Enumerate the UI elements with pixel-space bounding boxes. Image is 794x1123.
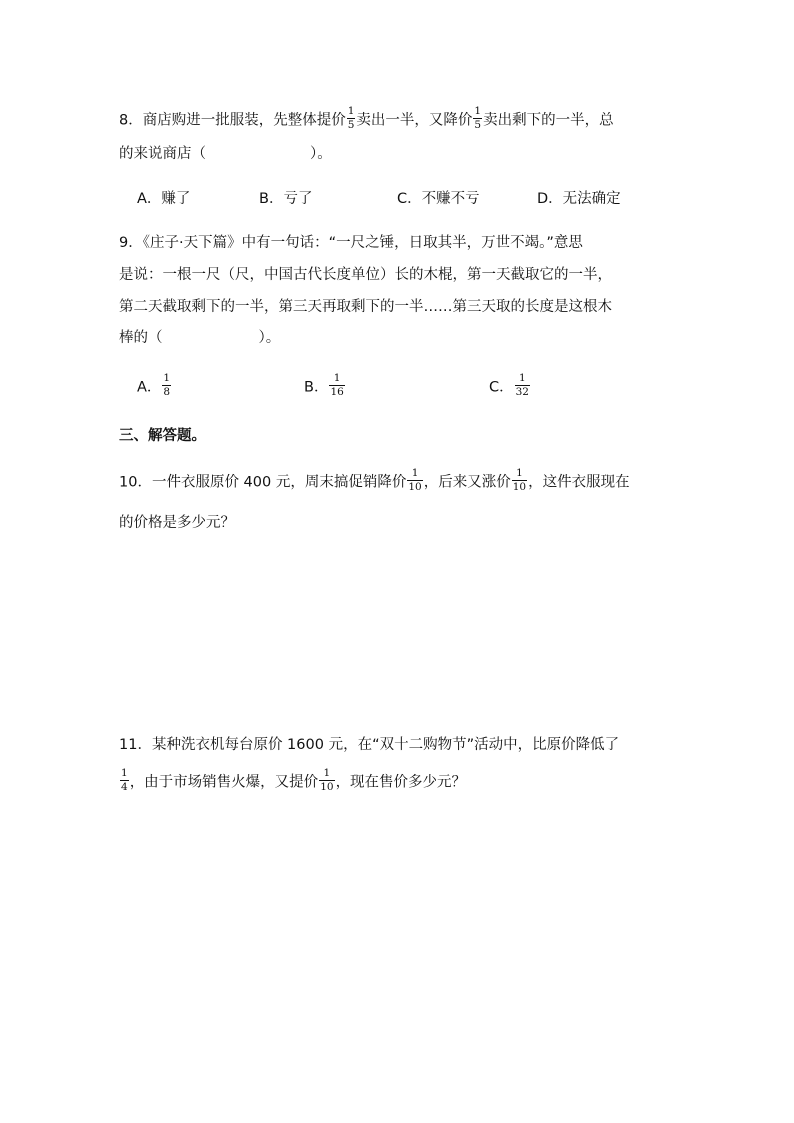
fraction: $\frac{1}{5}$ bbox=[474, 105, 482, 131]
fraction: $\frac{1}{5}$ bbox=[347, 105, 355, 131]
q9-option-c[interactable]: C． $\frac{1}{32}$ bbox=[489, 372, 529, 398]
fraction: $\frac{1}{10}$ bbox=[320, 767, 334, 793]
fraction: $\frac{1}{4}$ bbox=[121, 767, 128, 793]
q9-line-2: 是说：一根一尺（尺，中国古代长度单位）长的木棍，第一天截取它的一半， bbox=[119, 267, 612, 283]
q8-option-c[interactable]: C．不赚不亏 bbox=[397, 191, 480, 207]
q8-line-2: 的来说商店（ ）。 bbox=[119, 146, 332, 162]
fraction: $\frac{1}{16}$ bbox=[330, 372, 344, 398]
q8-option-b[interactable]: B．亏了 bbox=[259, 191, 313, 207]
fraction: $\frac{1}{10}$ bbox=[512, 467, 527, 493]
q9-option-b[interactable]: B． $\frac{1}{16}$ bbox=[304, 372, 344, 398]
q8-option-d[interactable]: D．无法确定 bbox=[537, 191, 621, 207]
fraction: $\frac{1}{8}$ bbox=[163, 372, 171, 398]
q9-option-a[interactable]: A． $\frac{1}{8}$ bbox=[137, 372, 171, 398]
fraction: $\frac{1}{10}$ bbox=[408, 467, 422, 493]
q11-line-2: $\frac{1}{4}$ ，由于市场销售火爆，又提价 $\frac{1}{10}$ ，现在售价多少元？ bbox=[121, 767, 467, 793]
q9-line-1: 9．《庄子·天下篇》中有一句话：“一尺之锤，日取其半，万世不竭。”意思 bbox=[119, 235, 583, 251]
section-heading: 三、解答题。 bbox=[119, 428, 206, 444]
q8-line-1: 8．商店购进一批服装，先整体提价 $\frac{1}{5}$ 卖出一半，又降价 $\frac{1}{5}$ 卖出剩下的一半，总 bbox=[119, 105, 614, 131]
q9-line-4: 棒的（ ）。 bbox=[119, 330, 281, 346]
q8-option-a[interactable]: A．赚了 bbox=[137, 191, 191, 207]
q10-line-2: 的价格是多少元？ bbox=[119, 515, 235, 531]
fraction: $\frac{1}{32}$ bbox=[515, 372, 529, 398]
q11-line-1: 11．某种洗衣机每台原价 1600 元，在“双十二购物节”活动中，比原价降低了 bbox=[119, 737, 620, 753]
q9-line-3: 第二天截取剩下的一半，第三天再取剩下的一半……第三天取的长度是这根木 bbox=[119, 299, 612, 315]
q10-line-1: 10．一件衣服原价 400 元，周末搞促销降价 $\frac{1}{10}$ ，后来又涨价 $\frac{1}{10}$ ，这件衣服现在 bbox=[119, 467, 630, 493]
